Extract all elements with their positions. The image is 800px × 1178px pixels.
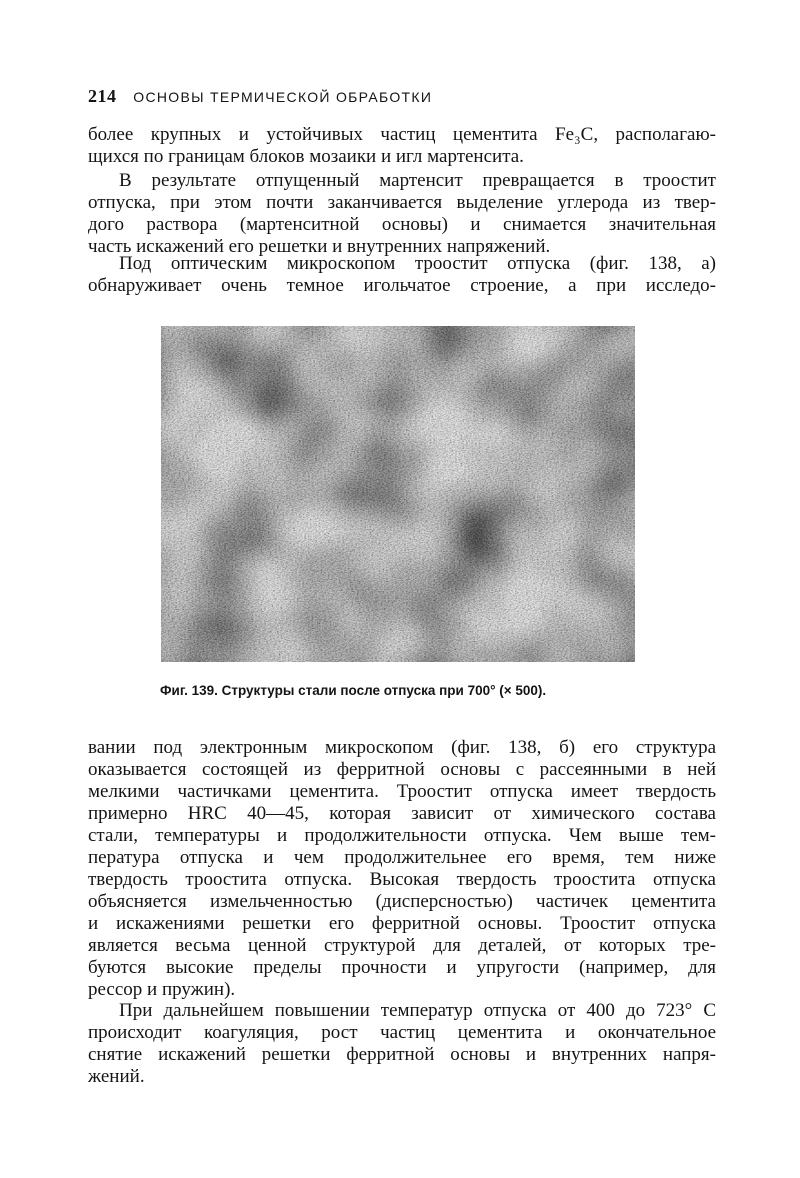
text-line: жений. bbox=[88, 1066, 145, 1087]
text-line: пература отпуска и чем продолжительнее его время, тем ниже bbox=[88, 847, 716, 868]
text-line: буются высокие пределы прочности и упругости (например, для bbox=[88, 957, 716, 978]
paragraph-5 bbox=[88, 1000, 716, 1088]
text-line: является весьма ценной структурой для деталей, от которых тре- bbox=[88, 935, 716, 956]
micrograph-image bbox=[161, 326, 635, 662]
text-line: обнаруживает очень темное игольчатое строение, а при исследо- bbox=[88, 275, 716, 296]
text-line: В результате отпущенный мартенсит превращается в троостит bbox=[119, 170, 716, 191]
text-line: Под оптическим микроскопом троостит отпуска (фиг. 138, а) bbox=[119, 253, 716, 274]
text-line: отпуска, при этом почти заканчивается выделение углерода из твер- bbox=[88, 192, 716, 213]
text-line: примерно HRC 40—45, которая зависит от химического состава bbox=[88, 803, 716, 824]
text-line: происходит коагуляция, рост частиц цементита и окончательное bbox=[88, 1022, 716, 1043]
text-line: дого раствора (мартенситной основы) и снимается значительная bbox=[88, 214, 716, 235]
text-line: рессор и пружин). bbox=[88, 979, 236, 1000]
text-line: вании под электронным микроскопом (фиг. 138, б) его структура bbox=[88, 737, 716, 758]
text-line: часть искажений его решетки и внутренних напряжений. bbox=[88, 236, 551, 257]
micrograph-figure bbox=[161, 326, 635, 662]
page-header bbox=[88, 86, 728, 112]
text-line: щихся по границам блоков мозаики и игл мартенсита. bbox=[88, 146, 524, 167]
running-title: ОСНОВЫ ТЕРМИЧЕСКОЙ ОБРАБОТКИ bbox=[133, 89, 433, 105]
paragraph-4 bbox=[88, 737, 716, 1001]
text-line: снятие искажений решетки ферритной основы и внутренних напря- bbox=[88, 1044, 716, 1065]
figure-caption: Фиг. 139. Структуры стали после отпуска при 700° (× 500). bbox=[160, 683, 547, 698]
paragraph-2 bbox=[88, 170, 716, 258]
page-number: 214 bbox=[88, 86, 117, 106]
text-line: оказывается состоящей из ферритной основы с рассеянными в ней bbox=[88, 759, 716, 780]
text-line: более крупных и устойчивых частиц цементита Fe₃C, располагаю- bbox=[88, 124, 716, 145]
text-line: твердость троостита отпуска. Высокая твердость троостита отпуска bbox=[88, 869, 716, 890]
paragraph-1 bbox=[88, 124, 716, 168]
paragraph-3 bbox=[88, 253, 716, 297]
text-line: стали, температуры и продолжительности отпуска. Чем выше тем- bbox=[88, 825, 716, 846]
text-line: и искажениями решетки его ферритной основы. Троостит отпуска bbox=[88, 913, 716, 934]
text-line: мелкими частичками цементита. Троостит отпуска имеет твердость bbox=[88, 781, 716, 802]
text-line: При дальнейшем повышении температур отпуска от 400 до 723° С bbox=[119, 1000, 716, 1021]
text-line: объясняется измельченностью (дисперсностью) частичек цементита bbox=[88, 891, 716, 912]
